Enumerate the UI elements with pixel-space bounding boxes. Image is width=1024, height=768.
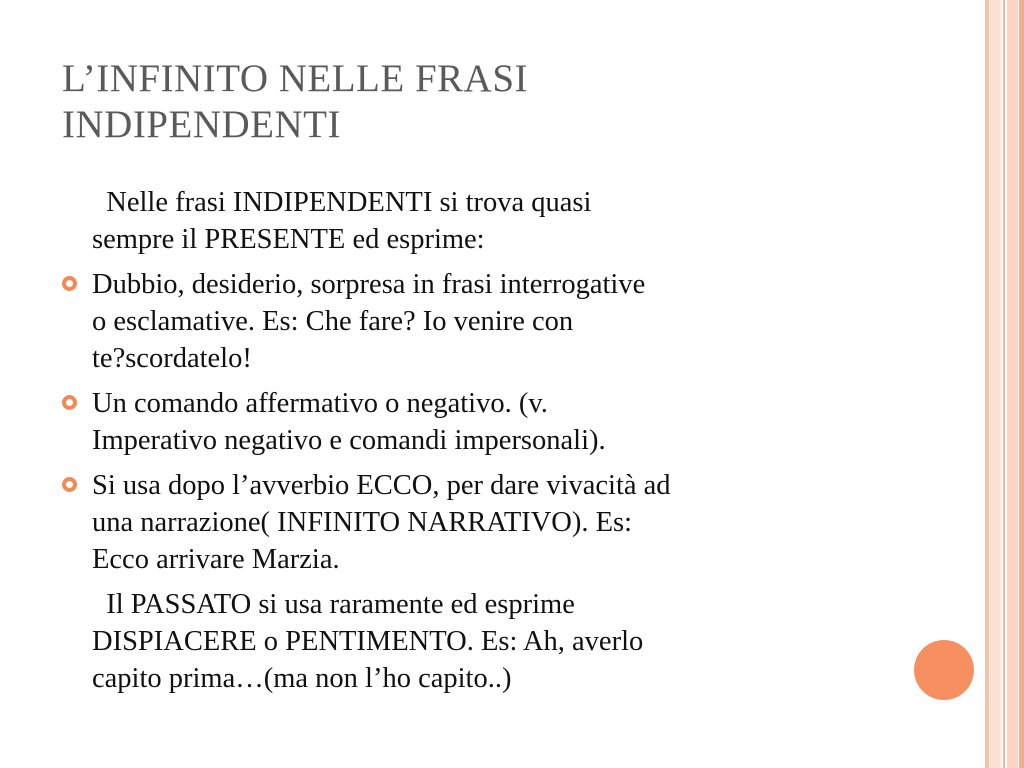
text-line: Un comando affermativo o negativo. (v.: [92, 388, 548, 419]
text-line: Si usa dopo l’avverbio ECCO, per dare vivacità ad: [92, 470, 671, 501]
slide-body: [0, 184, 900, 697]
right-border-stripe: [1003, 0, 1005, 768]
text-line: DISPIACERE o PENTIMENTO. Es: Ah, averlo: [92, 626, 644, 657]
paragraph-intro: [0, 184, 900, 258]
hollow-circle-bullet-icon: [62, 395, 77, 410]
text-line: te?scordatelo!: [92, 343, 252, 374]
text-line: o esclamative. Es: Che fare? Io venire con: [92, 306, 574, 337]
text-line: Ecco arrivare Marzia.: [92, 544, 340, 575]
text-line: Il PASSATO si usa raramente ed esprime: [92, 589, 575, 620]
text-line: una narrazione( INFINITO NARRATIVO). Es:: [92, 507, 633, 538]
title-line-2: INDIPENDENTI: [62, 103, 341, 146]
orange-circle-decoration: [914, 640, 974, 700]
right-border-stripe: [990, 0, 1001, 768]
text-line: Imperativo negativo e comandi impersonali).: [92, 425, 606, 456]
bullet-item-ecco: [0, 467, 900, 578]
right-border-stripe: [985, 0, 989, 768]
slide-title: [62, 56, 842, 148]
paragraph-passato: [0, 586, 900, 697]
title-line-1: L’INFINITO NELLE FRASI: [62, 57, 528, 100]
right-border-stripe: [1019, 0, 1024, 768]
text-line: Dubbio, desiderio, sorpresa in frasi interrogative: [92, 269, 646, 300]
text-line: Nelle frasi INDIPENDENTI si trova quasi: [92, 187, 592, 218]
bullet-item-dubbio: [0, 266, 900, 377]
text-line: sempre il PRESENTE ed esprime:: [92, 224, 485, 255]
text-line: capito prima…(ma non l’ho capito..): [92, 663, 512, 694]
bullet-item-comando: [0, 385, 900, 459]
hollow-circle-bullet-icon: [62, 477, 77, 492]
hollow-circle-bullet-icon: [62, 276, 77, 291]
right-border-stripe: [1007, 0, 1018, 768]
